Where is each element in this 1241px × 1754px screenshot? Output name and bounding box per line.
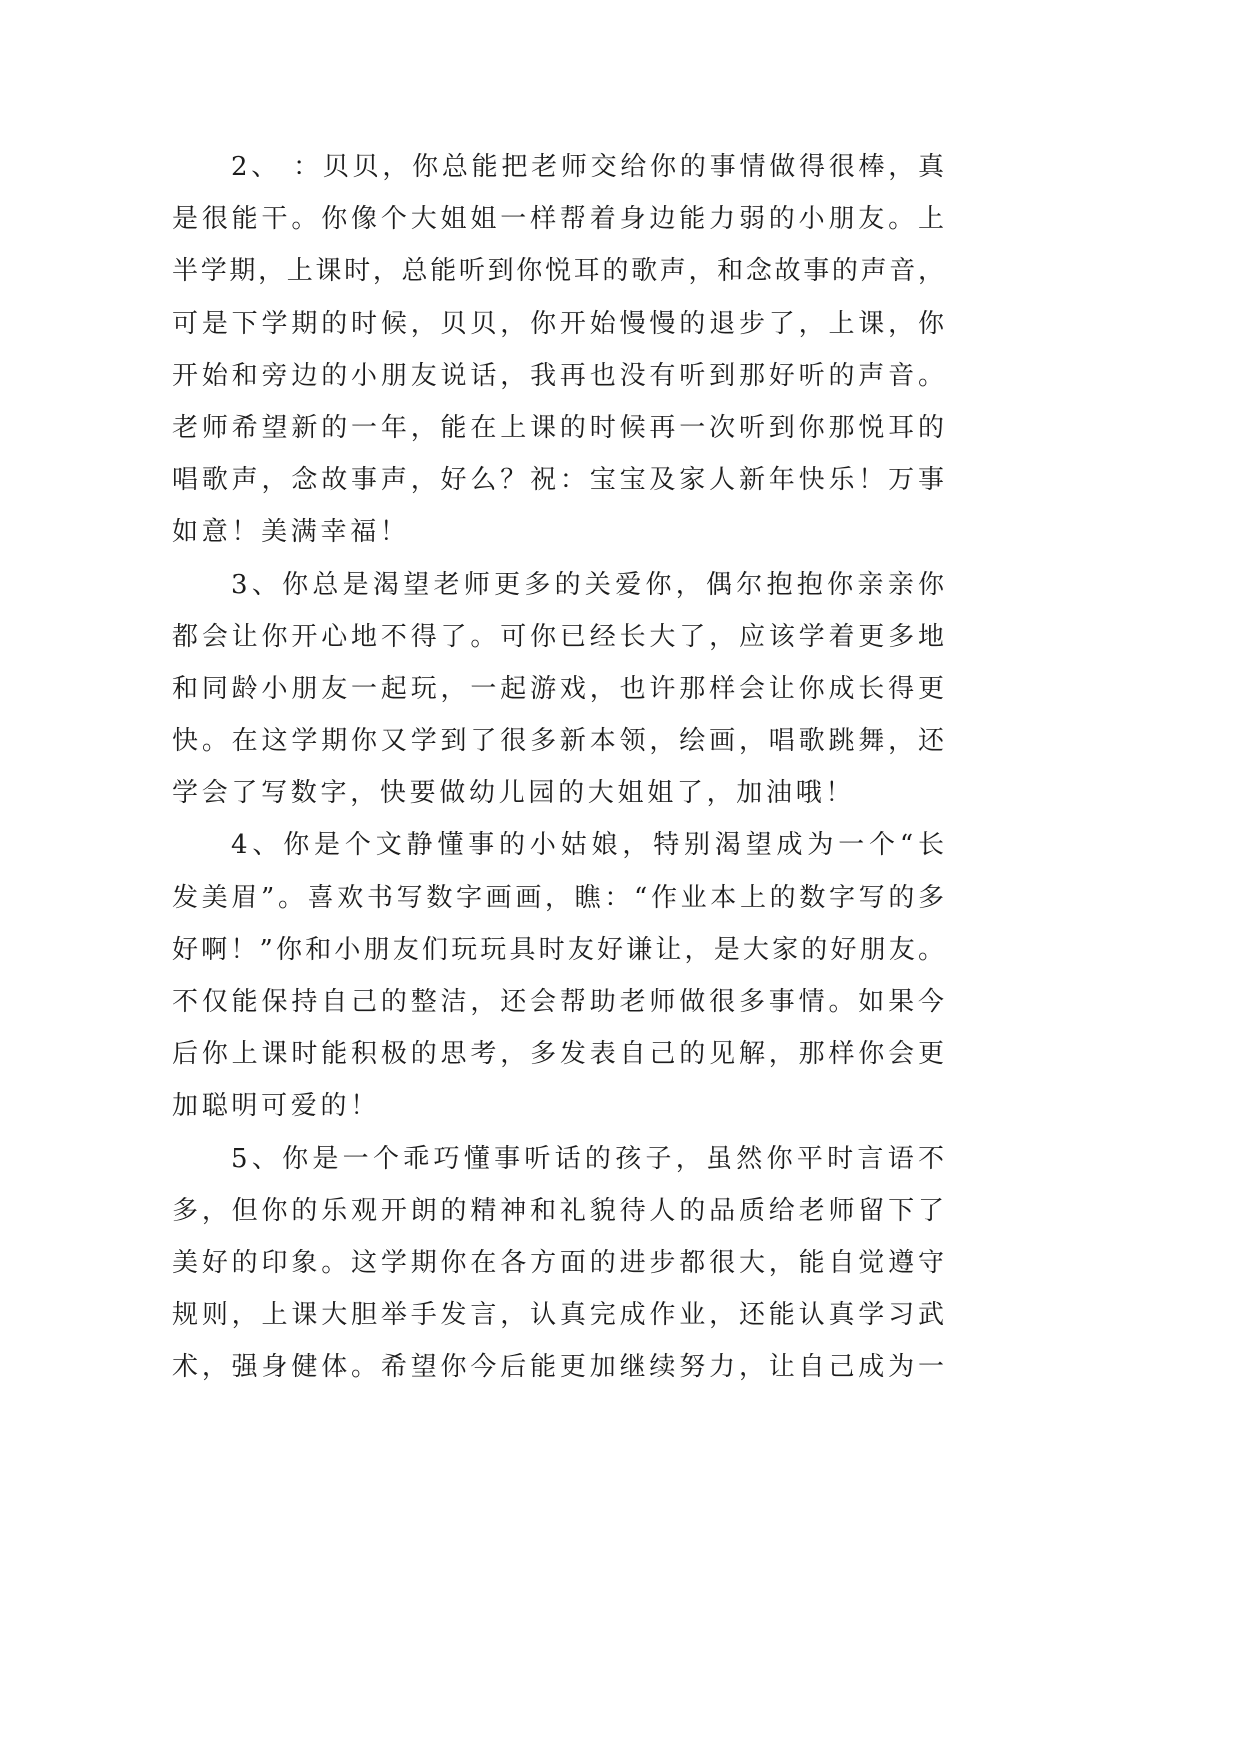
text-line: 美好的印象。这学期你在各方面的进步都很大，能自觉遵守 [172,1247,944,1278]
text-line: 发美眉”。喜欢书写数字画画，瞧：“作业本上的数字写的多 [172,882,944,913]
text-line: 规则，上课大胆举手发言，认真完成作业，还能认真学习武 [172,1300,944,1331]
text-line: 2、 ：贝贝，你总能把老师交给你的事情做得很棒，真 [231,152,944,182]
text-line: 多，但你的乐观开朗的精神和礼貌待人的品质给老师留下了 [172,1195,944,1226]
text-line: 术，强身健体。希望你今后能更加继续努力，让自己成为一 [172,1352,944,1383]
text-line: 好啊！”你和小朋友们玩玩具时友好谦让，是大家的好朋友。 [172,934,944,965]
text-line: 都会让你开心地不得了。可你已经长大了，应该学着更多地 [172,621,944,652]
paragraph-2 [172,141,972,559]
text-line: 学会了写数字，快要做幼儿园的大姐姐了，加油哦！ [172,778,856,809]
document-page [172,141,972,1394]
text-line: 唱歌声，念故事声，好么？祝：宝宝及家人新年快乐！万事 [172,465,944,496]
text-line: 如意！美满幸福！ [172,517,410,548]
text-line: 老师希望新的一年，能在上课的时候再一次听到你那悦耳的 [172,412,944,443]
text-line: 5、你是一个乖巧懂事听话的孩子，虽然你平时言语不 [231,1143,944,1174]
text-line: 快。在这学期你又学到了很多新本领，绘画，唱歌跳舞，还 [172,726,944,757]
text-line: 和同龄小朋友一起玩，一起游戏，也许那样会让你成长得更 [172,673,944,704]
paragraph-3 [172,559,972,820]
text-line: 开始和旁边的小朋友说话，我再也没有听到那好听的声音。 [172,360,944,391]
text-line: 4、你是个文静懂事的小姑娘，特别渴望成为一个“长 [231,830,944,861]
paragraph-4 [172,819,972,1132]
text-line: 后你上课时能积极的思考，多发表自己的见解，那样你会更 [172,1039,944,1070]
text-line: 可是下学期的时候，贝贝，你开始慢慢的退步了，上课，你 [172,308,944,339]
text-line: 加聪明可爱的！ [172,1091,380,1122]
text-line: 半学期，上课时，总能听到你悦耳的歌声，和念故事的声音， [172,256,944,287]
text-line: 不仅能保持自己的整洁，还会帮助老师做很多事情。如果今 [172,987,944,1017]
paragraph-5 [172,1133,972,1394]
text-line: 是很能干。你像个大姐姐一样帮着身边能力弱的小朋友。上 [172,204,944,235]
text-line: 3、你总是渴望老师更多的关爱你，偶尔抱抱你亲亲你 [231,569,944,600]
